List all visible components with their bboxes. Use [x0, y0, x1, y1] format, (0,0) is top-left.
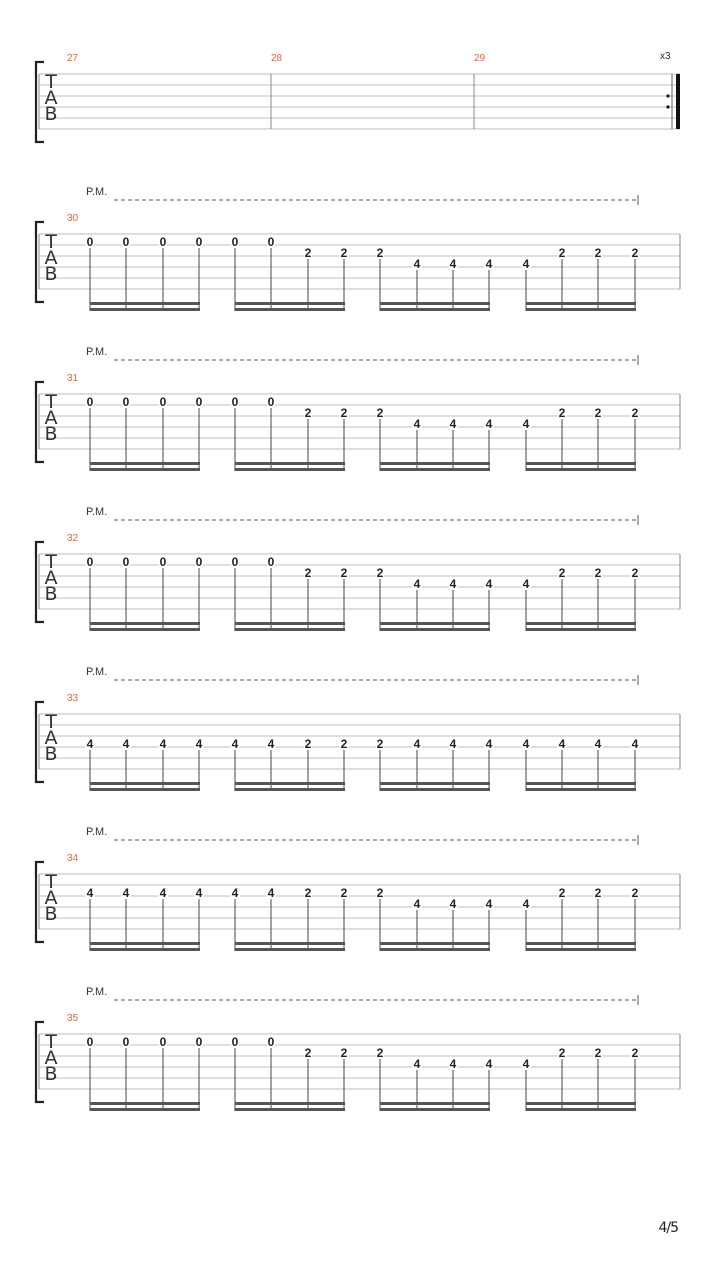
fret-number: 2: [376, 886, 384, 900]
measure-number: 28: [271, 53, 283, 64]
repeat-dot: [666, 105, 669, 108]
beam: [526, 462, 636, 465]
beam: [380, 942, 490, 945]
beam: [90, 302, 200, 305]
measure-number: 27: [67, 53, 79, 64]
fret-number: 0: [159, 555, 167, 569]
fret-number: 2: [304, 737, 312, 751]
tab-clef-a: A: [44, 247, 58, 269]
fret-number: 2: [304, 1046, 312, 1060]
beam: [526, 468, 636, 471]
beam: [235, 308, 345, 311]
fret-number: 4: [449, 417, 457, 431]
beam: [526, 782, 636, 785]
fret-number: 4: [231, 886, 239, 900]
fret-number: 4: [413, 577, 421, 591]
fret-number: 4: [594, 737, 602, 751]
fret-number: 0: [195, 1035, 203, 1049]
beam: [90, 942, 200, 945]
fret-number: 0: [122, 395, 130, 409]
beam: [90, 782, 200, 785]
beam: [235, 622, 345, 625]
beam: [90, 308, 200, 311]
fret-number: 4: [522, 1057, 530, 1071]
measure-number: 29: [474, 53, 486, 64]
fret-number: 2: [558, 246, 566, 260]
measure-number: 34: [67, 853, 79, 864]
tab-clef-t: T: [45, 71, 57, 93]
measure-number: 31: [67, 373, 79, 384]
fret-number: 2: [594, 246, 602, 260]
fret-number: 0: [195, 555, 203, 569]
beam: [235, 788, 345, 791]
fret-number: 0: [267, 555, 275, 569]
tab-clef-b: B: [44, 583, 58, 605]
fret-number: 2: [558, 566, 566, 580]
tab-clef-t: T: [45, 391, 57, 413]
tab-clef-b: B: [44, 423, 58, 445]
tab-clef-a: A: [44, 1047, 58, 1069]
fret-number: 4: [413, 1057, 421, 1071]
beam: [235, 1108, 345, 1111]
fret-number: 0: [159, 235, 167, 249]
fret-number: 4: [485, 257, 493, 271]
beam: [380, 462, 490, 465]
fret-number: 4: [267, 886, 275, 900]
fret-number: 4: [122, 886, 130, 900]
beam: [235, 782, 345, 785]
fret-number: 4: [413, 897, 421, 911]
fret-number: 4: [449, 257, 457, 271]
fret-number: 0: [86, 555, 94, 569]
fret-number: 4: [449, 577, 457, 591]
beam: [90, 628, 200, 631]
fret-number: 0: [159, 1035, 167, 1049]
fret-number: 2: [376, 406, 384, 420]
measure-number: 30: [67, 213, 79, 224]
tab-clef-a: A: [44, 727, 58, 749]
fret-number: 2: [558, 886, 566, 900]
beam: [90, 948, 200, 951]
fret-number: 0: [195, 235, 203, 249]
palm-mute-label: P.M.: [86, 186, 108, 198]
palm-mute-label: P.M.: [86, 666, 108, 678]
fret-number: 2: [376, 566, 384, 580]
fret-number: 4: [485, 897, 493, 911]
fret-number: 4: [122, 737, 130, 751]
measure-number: 32: [67, 533, 79, 544]
fret-number: 2: [376, 737, 384, 751]
fret-number: 2: [631, 1046, 639, 1060]
beam: [235, 462, 345, 465]
beam: [380, 788, 490, 791]
fret-number: 4: [267, 737, 275, 751]
fret-number: 2: [340, 1046, 348, 1060]
beam: [526, 1108, 636, 1111]
beam: [90, 788, 200, 791]
beam: [526, 1102, 636, 1105]
fret-number: 4: [413, 417, 421, 431]
fret-number: 2: [340, 566, 348, 580]
beam: [235, 942, 345, 945]
palm-mute-label: P.M.: [86, 986, 108, 998]
fret-number: 4: [86, 886, 94, 900]
fret-number: 4: [195, 886, 203, 900]
fret-number: 0: [231, 1035, 239, 1049]
beam: [380, 1108, 490, 1111]
beam: [90, 622, 200, 625]
tab-clef-a: A: [44, 567, 58, 589]
tab-clef-t: T: [45, 871, 57, 893]
fret-number: 2: [558, 406, 566, 420]
fret-number: 0: [231, 235, 239, 249]
fret-number: 4: [522, 737, 530, 751]
palm-mute-label: P.M.: [86, 506, 108, 518]
beam: [380, 468, 490, 471]
beam: [380, 302, 490, 305]
beam: [235, 948, 345, 951]
fret-number: 2: [594, 1046, 602, 1060]
fret-number: 2: [631, 566, 639, 580]
fret-number: 2: [631, 246, 639, 260]
beam: [380, 628, 490, 631]
beam: [526, 628, 636, 631]
tab-clef-a: A: [44, 887, 58, 909]
tab-clef-t: T: [45, 231, 57, 253]
fret-number: 4: [413, 737, 421, 751]
fret-number: 4: [159, 737, 167, 751]
tab-clef-b: B: [44, 903, 58, 925]
palm-mute-label: P.M.: [86, 826, 108, 838]
fret-number: 4: [631, 737, 639, 751]
fret-number: 4: [522, 257, 530, 271]
beam: [90, 468, 200, 471]
fret-number: 4: [522, 417, 530, 431]
fret-number: 0: [195, 395, 203, 409]
beam: [235, 1102, 345, 1105]
fret-number: 2: [631, 406, 639, 420]
measure-number: 33: [67, 693, 79, 704]
palm-mute-label: P.M.: [86, 346, 108, 358]
beam: [90, 1108, 200, 1111]
fret-number: 2: [304, 886, 312, 900]
fret-number: 2: [340, 737, 348, 751]
tab-clef-b: B: [44, 263, 58, 285]
fret-number: 4: [558, 737, 566, 751]
fret-number: 4: [86, 737, 94, 751]
fret-number: 0: [122, 235, 130, 249]
tab-clef-b: B: [44, 103, 58, 125]
fret-number: 2: [304, 246, 312, 260]
fret-number: 4: [485, 417, 493, 431]
fret-number: 0: [267, 235, 275, 249]
page-number: 4/5: [658, 1220, 678, 1236]
fret-number: 0: [122, 1035, 130, 1049]
fret-number: 4: [449, 1057, 457, 1071]
tab-clef-b: B: [44, 743, 58, 765]
fret-number: 0: [86, 235, 94, 249]
beam: [235, 302, 345, 305]
beam: [90, 1102, 200, 1105]
fret-number: 4: [195, 737, 203, 751]
fret-number: 0: [267, 1035, 275, 1049]
measure-number: 35: [67, 1013, 79, 1024]
beam: [380, 782, 490, 785]
fret-number: 4: [159, 886, 167, 900]
fret-number: 0: [267, 395, 275, 409]
fret-number: 2: [376, 246, 384, 260]
fret-number: 2: [304, 566, 312, 580]
beam: [526, 942, 636, 945]
fret-number: 4: [522, 577, 530, 591]
fret-number: 2: [594, 566, 602, 580]
fret-number: 4: [485, 737, 493, 751]
beam: [526, 308, 636, 311]
fret-number: 2: [340, 406, 348, 420]
tab-clef-a: A: [44, 407, 58, 429]
beam: [235, 628, 345, 631]
fret-number: 2: [558, 1046, 566, 1060]
tab-clef-t: T: [45, 551, 57, 573]
fret-number: 2: [631, 886, 639, 900]
fret-number: 4: [231, 737, 239, 751]
repeat-barline-thick: [676, 74, 680, 129]
fret-number: 0: [231, 555, 239, 569]
fret-number: 0: [231, 395, 239, 409]
beam: [380, 948, 490, 951]
fret-number: 2: [340, 886, 348, 900]
fret-number: 4: [449, 737, 457, 751]
repeat-dot: [666, 94, 669, 97]
fret-number: 2: [594, 886, 602, 900]
tab-clef-t: T: [45, 711, 57, 733]
fret-number: 0: [86, 1035, 94, 1049]
beam: [380, 622, 490, 625]
fret-number: 4: [485, 1057, 493, 1071]
beam: [235, 468, 345, 471]
fret-number: 2: [376, 1046, 384, 1060]
fret-number: 4: [522, 897, 530, 911]
fret-number: 2: [340, 246, 348, 260]
fret-number: 0: [122, 555, 130, 569]
tab-clef-t: T: [45, 1031, 57, 1053]
tab-clef-b: B: [44, 1063, 58, 1085]
beam: [526, 788, 636, 791]
repeat-count: x3: [660, 51, 671, 62]
beam: [380, 308, 490, 311]
fret-number: 4: [485, 577, 493, 591]
beam: [526, 302, 636, 305]
fret-number: 4: [413, 257, 421, 271]
beam: [380, 1102, 490, 1105]
fret-number: 2: [594, 406, 602, 420]
fret-number: 2: [304, 406, 312, 420]
tab-clef-a: A: [44, 87, 58, 109]
beam: [90, 462, 200, 465]
fret-number: 4: [449, 897, 457, 911]
beam: [526, 948, 636, 951]
fret-number: 0: [86, 395, 94, 409]
beam: [526, 622, 636, 625]
fret-number: 0: [159, 395, 167, 409]
